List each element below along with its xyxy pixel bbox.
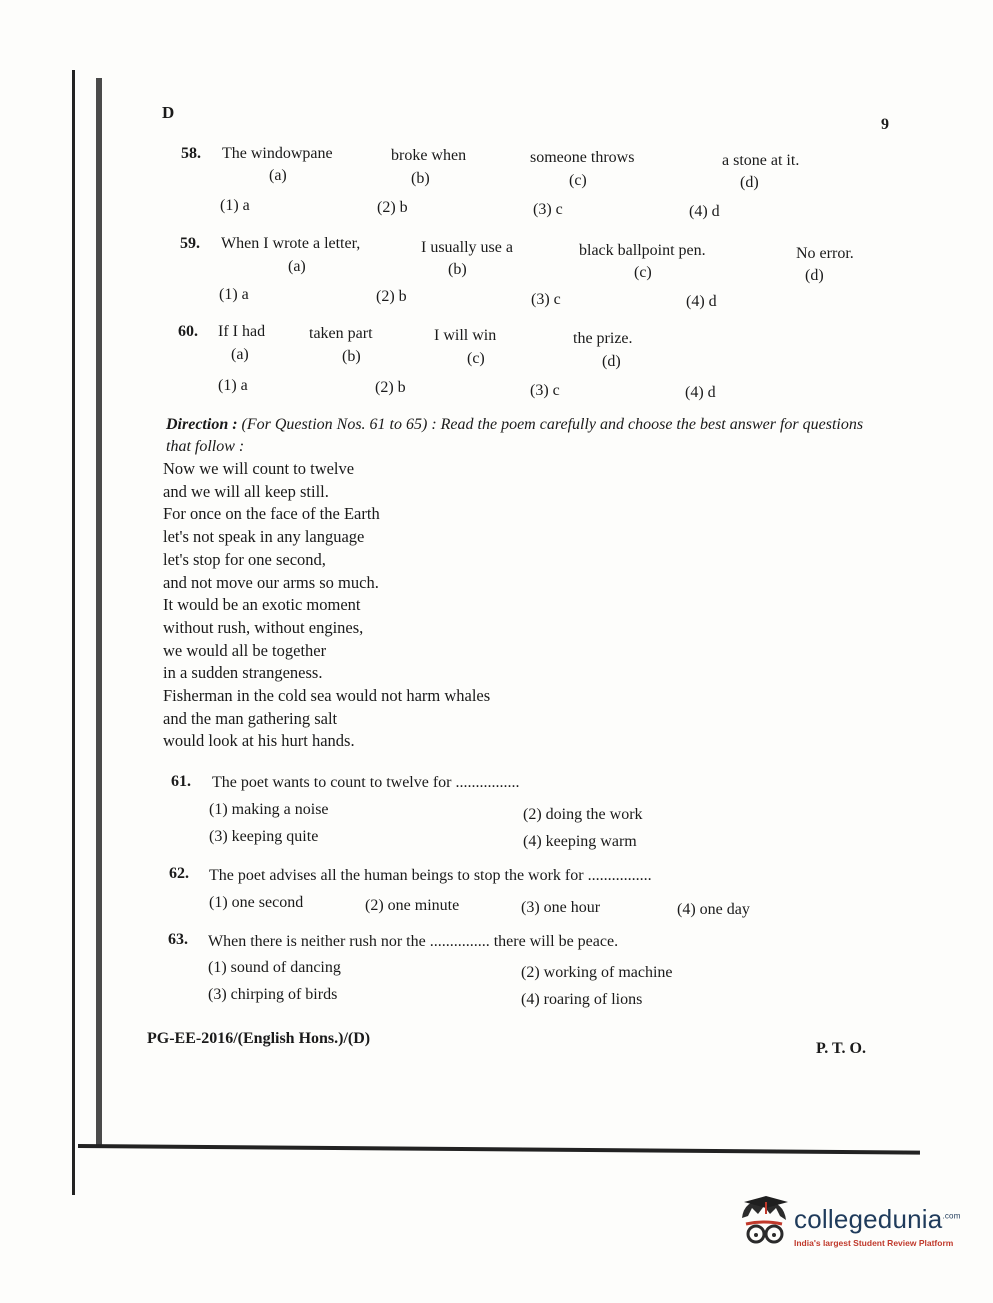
sentence-part-a: When I wrote a letter, [221, 235, 361, 252]
poem-line: let's stop for one second, [163, 549, 326, 569]
part-letter: (d) [602, 353, 621, 370]
answer-option: (4) roaring of lions [521, 991, 643, 1008]
answer-option: (3) c [530, 382, 560, 399]
sentence-part-c: I will win [434, 327, 497, 344]
question-number: 59. [180, 235, 200, 252]
poem-line: and not move our arms so much. [163, 572, 379, 592]
answer-option: (2) working of machine [521, 964, 673, 981]
answer-option: (2) b [375, 379, 406, 396]
poem [163, 458, 490, 753]
answer-option: (1) making a noise [209, 801, 329, 818]
sentence-part-b: taken part [309, 325, 373, 342]
part-letter: (a) [288, 258, 306, 275]
direction-text [166, 414, 886, 458]
answer-option: (4) keeping warm [523, 833, 637, 850]
answer-option: (2) one minute [365, 897, 460, 914]
part-letter: (d) [805, 267, 824, 284]
answer-option: (3) one hour [521, 899, 601, 916]
sentence-part-d: No error. [796, 245, 854, 262]
answer-option: (1) one second [209, 894, 304, 911]
answer-option: (3) c [531, 291, 561, 308]
part-letter: (c) [569, 172, 587, 189]
part-letter: (d) [740, 174, 759, 191]
poem-line: and the man gathering salt [163, 708, 338, 728]
logo-name: collegedunia [794, 1204, 943, 1234]
answer-option: (1) sound of dancing [208, 959, 341, 976]
answer-option: (3) keeping quite [209, 828, 319, 845]
answer-option: (2) b [376, 288, 407, 305]
mascot-icon [736, 1194, 792, 1256]
question-number: 63. [168, 931, 188, 948]
poem-line: in a sudden strangeness. [163, 663, 323, 683]
answer-option: (3) chirping of birds [208, 986, 338, 1003]
part-letter: (b) [342, 348, 361, 365]
logo-tagline: India's largest Student Review Platform [794, 1238, 954, 1248]
question-text: When there is neither rush nor the ............... there will be peace. [208, 933, 619, 950]
answer-option: (4) d [685, 384, 716, 401]
question-text: The poet wants to count to twelve for ................ [212, 774, 520, 791]
page-number: 9 [881, 116, 889, 133]
poem-line: and we will all keep still. [163, 481, 329, 501]
poem-line: For once on the face of the Earth [163, 504, 380, 524]
sentence-part-a: If I had [218, 323, 266, 340]
sentence-part-a: The windowpane [222, 145, 333, 162]
pto-label: P. T. O. [816, 1040, 866, 1057]
answer-option: (4) d [689, 203, 720, 220]
poem-line: without rush, without engines, [163, 617, 364, 637]
poem-line: let's not speak in any language [163, 527, 365, 547]
question-number: 62. [169, 865, 189, 882]
poem-line: Fisherman in the cold sea would not harm whales [163, 686, 491, 706]
question-number: 58. [181, 145, 201, 162]
part-letter: (b) [448, 261, 467, 278]
poem-line: Now we will count to twelve [163, 459, 355, 478]
answer-option: (4) d [686, 293, 717, 310]
part-letter: (a) [231, 346, 249, 363]
answer-option: (1) a [218, 377, 248, 394]
paper-footer-code: PG-EE-2016/(English Hons.)/(D) [147, 1030, 371, 1047]
part-letter: (a) [269, 167, 287, 184]
answer-option: (2) doing the work [523, 806, 643, 823]
sentence-part-b: broke when [391, 147, 467, 164]
answer-option: (1) a [220, 197, 250, 214]
bottom-rule [78, 1144, 920, 1155]
sentence-part-c: someone throws [530, 149, 635, 166]
answer-option: (1) a [219, 286, 249, 303]
binding-line [96, 78, 102, 1148]
poem-line: It would be an exotic moment [163, 595, 361, 615]
logo-suffix: .com [942, 1211, 961, 1221]
question-text: The poet advises all the human beings to stop the work for ................ [209, 867, 652, 884]
sentence-part-b: I usually use a [421, 239, 513, 256]
sentence-part-d: the prize. [573, 330, 633, 347]
collegedunia-logo [736, 1194, 961, 1256]
sentence-part-c: black ballpoint pen. [579, 242, 706, 259]
answer-option: (2) b [377, 199, 408, 216]
sentence-part-d: a stone at it. [722, 152, 800, 169]
left-margin-line [72, 70, 75, 1195]
paper-code: D [162, 103, 175, 122]
poem-line: we would all be together [163, 640, 327, 660]
part-letter: (c) [634, 264, 652, 281]
question-number: 60. [178, 323, 198, 340]
answer-option: (3) c [533, 201, 563, 218]
part-letter: (c) [467, 350, 485, 367]
question-number: 61. [171, 773, 191, 790]
part-letter: (b) [411, 170, 430, 187]
direction-body: (For Question Nos. 61 to 65) : Read the poem carefully and choose the best answer for questions that follow : [166, 416, 864, 455]
answer-option: (4) one day [677, 901, 750, 918]
poem-line: would look at his hurt hands. [163, 731, 355, 751]
direction-label: Direction : [166, 416, 238, 433]
